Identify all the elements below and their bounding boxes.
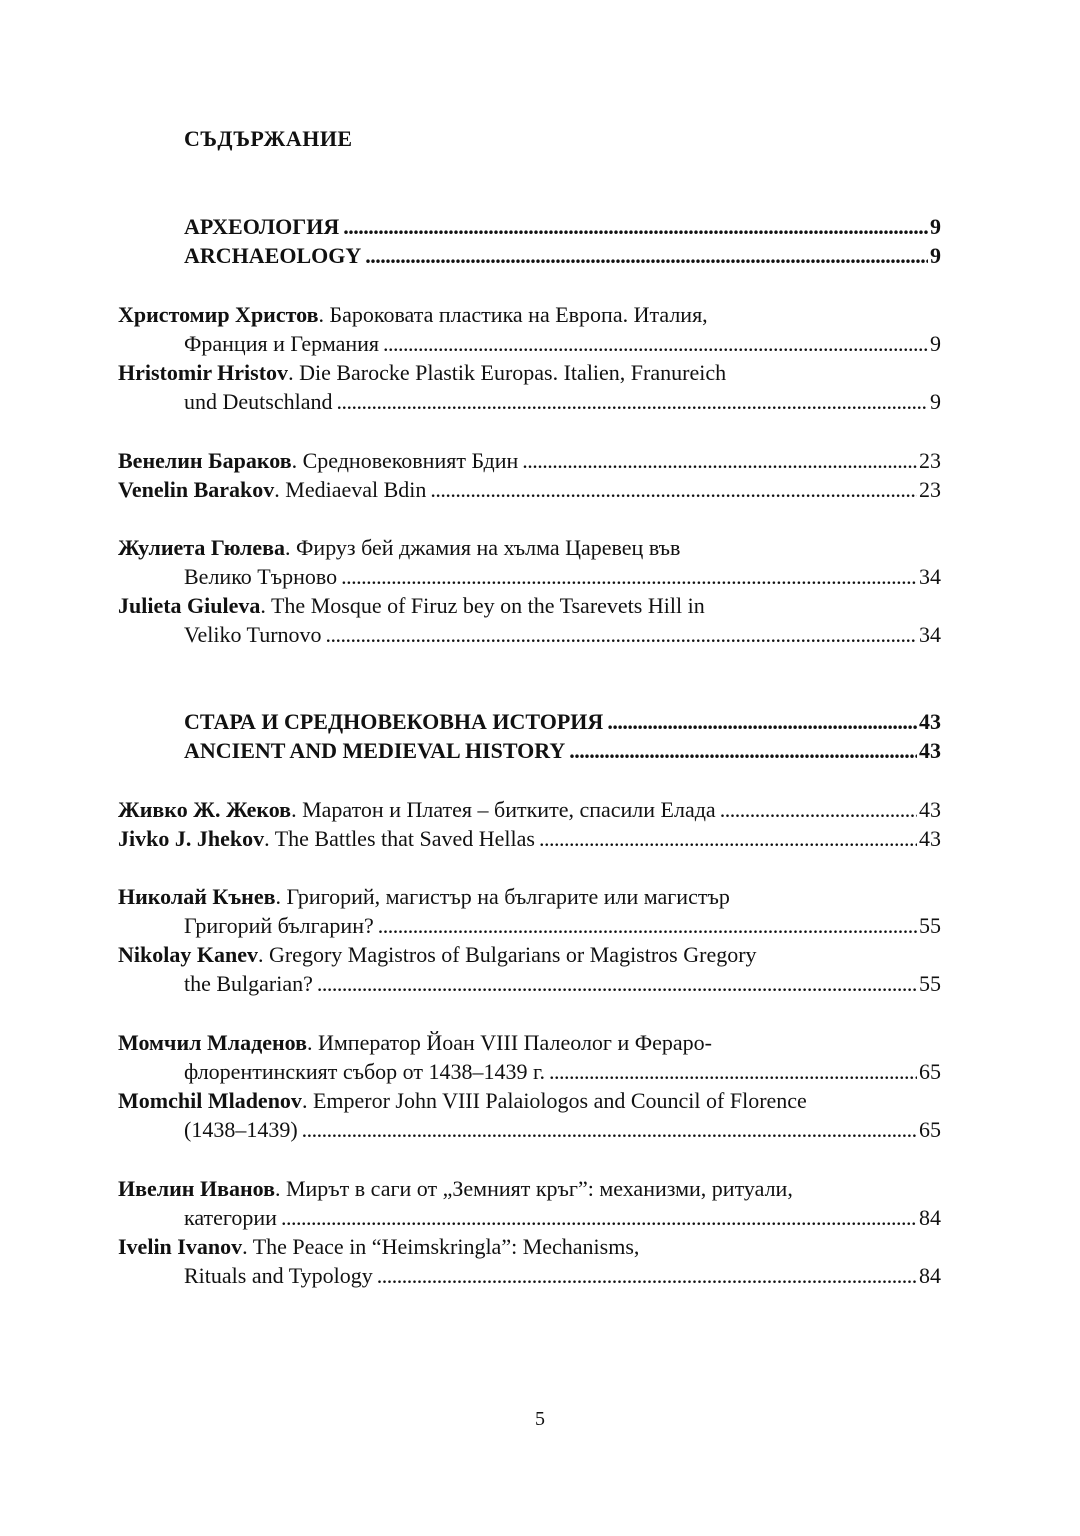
leader-dots [720,795,917,824]
toc-entry-line[interactable] [118,475,941,504]
entry-author: Ивелин Иванов [118,1176,275,1201]
entry-title-cont: (1438–1439) [184,1117,298,1142]
leader-dots [378,911,917,940]
leader-dots [336,387,928,416]
page-ref: 65 [919,1059,941,1084]
entry-author: Hristomir Hristov [118,360,289,385]
leader-dots [607,707,917,736]
section-heading-bg[interactable] [118,707,941,736]
toc-entry-line[interactable] [118,387,941,416]
entry-title-cont: Veliko Turnovo [184,622,322,647]
section-title: ARCHAEOLOGY [184,243,362,268]
leader-dots [430,475,917,504]
toc-entry-line[interactable] [118,911,941,940]
entry-title: . Gregory Magistros of Bulgarians or Magistros Gregory [257,942,757,967]
leader-dots [365,241,928,270]
toc-entry-line[interactable] [118,533,680,562]
toc-entry-line[interactable] [118,329,941,358]
entry-title-cont: und Deutschland [184,389,333,414]
entry-title: . The Battles that Saved Hellas [264,826,535,851]
section-heading-en[interactable] [118,736,941,765]
page-ref: 9 [930,243,941,268]
leader-dots [549,1057,917,1086]
page-ref: 84 [919,1263,941,1288]
entry-title-cont: флорентинският събор от 1438–1439 г. [184,1059,546,1084]
page-ref: 43 [919,738,941,763]
leader-dots [539,824,917,853]
entry-author: Nikolay Kanev [118,942,258,967]
toc-entry-line[interactable] [118,1232,639,1261]
entry-title: . Die Barocke Plastik Europas. Italien, Franureich [288,360,727,385]
page-title: СЪДЪРЖАНИЕ [184,126,353,151]
toc-entry-line[interactable] [118,1028,712,1057]
toc-entry-line[interactable] [118,969,941,998]
toc-entry-line[interactable] [118,562,941,591]
page-ref: 43 [919,797,941,822]
entry-title: . Бароковата пластика на Европа. Италия, [318,302,708,327]
page-ref: 9 [930,389,941,414]
page-ref: 55 [919,913,941,938]
toc-entry-line[interactable] [118,940,757,969]
entry-author: Venelin Barakov [118,477,275,502]
toc-entry-line[interactable] [118,1057,941,1086]
page-ref: 84 [919,1205,941,1230]
leader-dots [326,620,917,649]
page-ref: 9 [930,331,941,356]
leader-dots [343,212,928,241]
page-ref: 55 [919,971,941,996]
leader-dots [377,1261,917,1290]
entry-title-cont: the Bulgarian? [184,971,313,996]
entry-title-cont: Велико Търново [184,564,338,589]
entry-title-cont: Rituals and Typology [184,1263,373,1288]
section-heading-bg[interactable] [118,212,941,241]
toc-entry-line[interactable] [118,795,941,824]
entry-title: . The Peace in “Heimskringla”: Mechanisms, [242,1234,640,1259]
page-ref: 65 [919,1117,941,1142]
entry-title: . Мирът в саги от „Земният кръг”: механизми, ритуали, [274,1176,793,1201]
entry-author: Julieta Giuleva [118,593,261,618]
entry-author: Венелин Бараков [118,448,292,473]
toc-entry-line[interactable] [118,1115,941,1144]
entry-title: . Григорий, магистър на българите или магистър [275,884,730,909]
section-title: АРХЕОЛОГИЯ [184,214,340,239]
entry-author: Момчил Младенов [118,1030,307,1055]
entry-title: . Маратон и Платея – битките, спасили Елада [291,797,716,822]
entry-title-cont: Григорий българин? [184,913,374,938]
toc-entry-line[interactable] [118,824,941,853]
section-title: СТАРА И СРЕДНОВЕКОВНА ИСТОРИЯ [184,709,604,734]
page-ref: 43 [919,826,941,851]
leader-dots [522,446,917,475]
entry-author: Jivko J. Jhekov [118,826,265,851]
toc-entry-line[interactable] [118,882,730,911]
page-number: 5 [535,1408,545,1430]
entry-title: . Mediaeval Bdin [274,477,427,502]
entry-title: . Средновековният Бдин [291,448,519,473]
page-ref: 23 [919,477,941,502]
entry-title: . Emperor John VIII Palaiologos and Council of Florence [301,1088,807,1113]
section-title: ANCIENT AND MEDIEVAL HISTORY [184,738,566,763]
page-ref: 43 [919,709,941,734]
entry-title: . Фируз бей джамия на хълма Царевец във [285,535,681,560]
leader-dots [383,329,928,358]
page-ref: 34 [919,622,941,647]
toc-entry-line[interactable] [118,620,941,649]
page-ref: 9 [930,214,941,239]
entry-author: Николай Кънев [118,884,276,909]
entry-author: Жулиета Гюлева [118,535,286,560]
entry-author: Ivelin Ivanov [118,1234,243,1259]
leader-dots [569,736,917,765]
toc-entry-line[interactable] [118,1261,941,1290]
leader-dots [317,969,917,998]
toc-entry-line[interactable] [118,358,726,387]
toc-entry-line[interactable] [118,1203,941,1232]
entry-title-cont: категории [184,1205,277,1230]
entry-author: Momchil Mladenov [118,1088,302,1113]
entry-title-cont: Франция и Германия [184,331,380,356]
leader-dots [281,1203,917,1232]
toc-entry-line[interactable] [118,446,941,475]
section-heading-en[interactable] [118,241,941,270]
page-ref: 23 [919,448,941,473]
toc-entry-line[interactable] [118,1086,807,1115]
page-ref: 34 [919,564,941,589]
toc-entry-line[interactable] [118,591,705,620]
toc-entry-line[interactable] [118,300,708,329]
entry-title: . Император Йоан VIII Палеолог и Фераро- [306,1030,712,1055]
entry-title: . The Mosque of Firuz bey on the Tsarevets Hill in [260,593,705,618]
entry-author: Христомир Христов [118,302,319,327]
entry-author: Живко Ж. Жеков [118,797,292,822]
leader-dots [341,562,917,591]
toc-entry-line[interactable] [118,1174,793,1203]
leader-dots [302,1115,917,1144]
